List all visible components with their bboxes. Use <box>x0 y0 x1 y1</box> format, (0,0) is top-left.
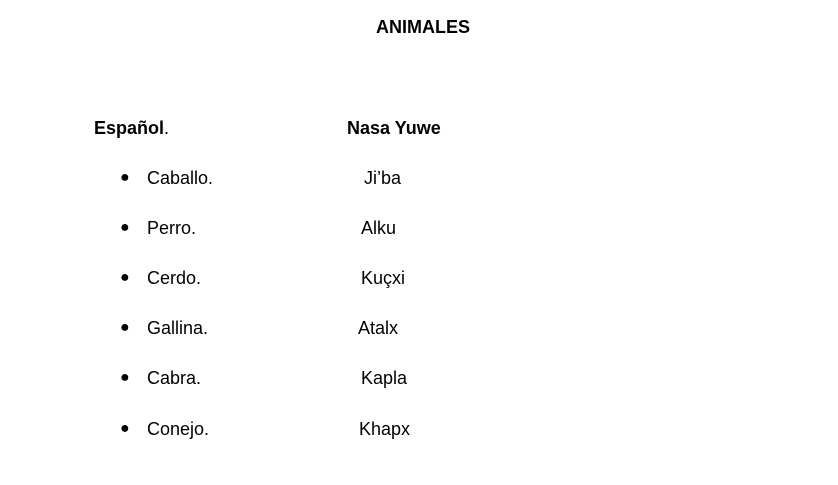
nasa-yuwe-word: Khapx <box>359 419 411 439</box>
spanish-word: Gallina. <box>147 318 209 338</box>
bullet-icon: ● <box>120 369 130 386</box>
column-header-spanish-label: Español <box>94 118 165 138</box>
bullet-icon: ● <box>120 169 130 186</box>
spanish-word: Cabra. <box>147 368 202 388</box>
nasa-yuwe-word: Kuçxi <box>361 268 406 288</box>
column-header-nasa-yuwe: Nasa Yuwe <box>347 118 441 138</box>
spanish-word: Caballo. <box>147 168 214 188</box>
nasa-yuwe-word: Alku <box>361 218 397 238</box>
page-title: ANIMALES <box>376 17 470 37</box>
bullet-icon: ● <box>120 219 130 236</box>
column-header-spanish <box>94 117 169 139</box>
spanish-word: Cerdo. <box>147 268 202 288</box>
spanish-word: Conejo. <box>147 419 210 439</box>
nasa-yuwe-word: Kapla <box>361 368 408 388</box>
column-header-spanish-punct: . <box>164 118 170 138</box>
bullet-icon: ● <box>120 269 130 286</box>
nasa-yuwe-word: Atalx <box>358 318 399 338</box>
bullet-icon: ● <box>120 420 130 437</box>
bullet-icon: ● <box>120 319 130 336</box>
nasa-yuwe-word: Ji’ba <box>364 168 402 188</box>
spanish-word: Perro. <box>147 218 197 238</box>
